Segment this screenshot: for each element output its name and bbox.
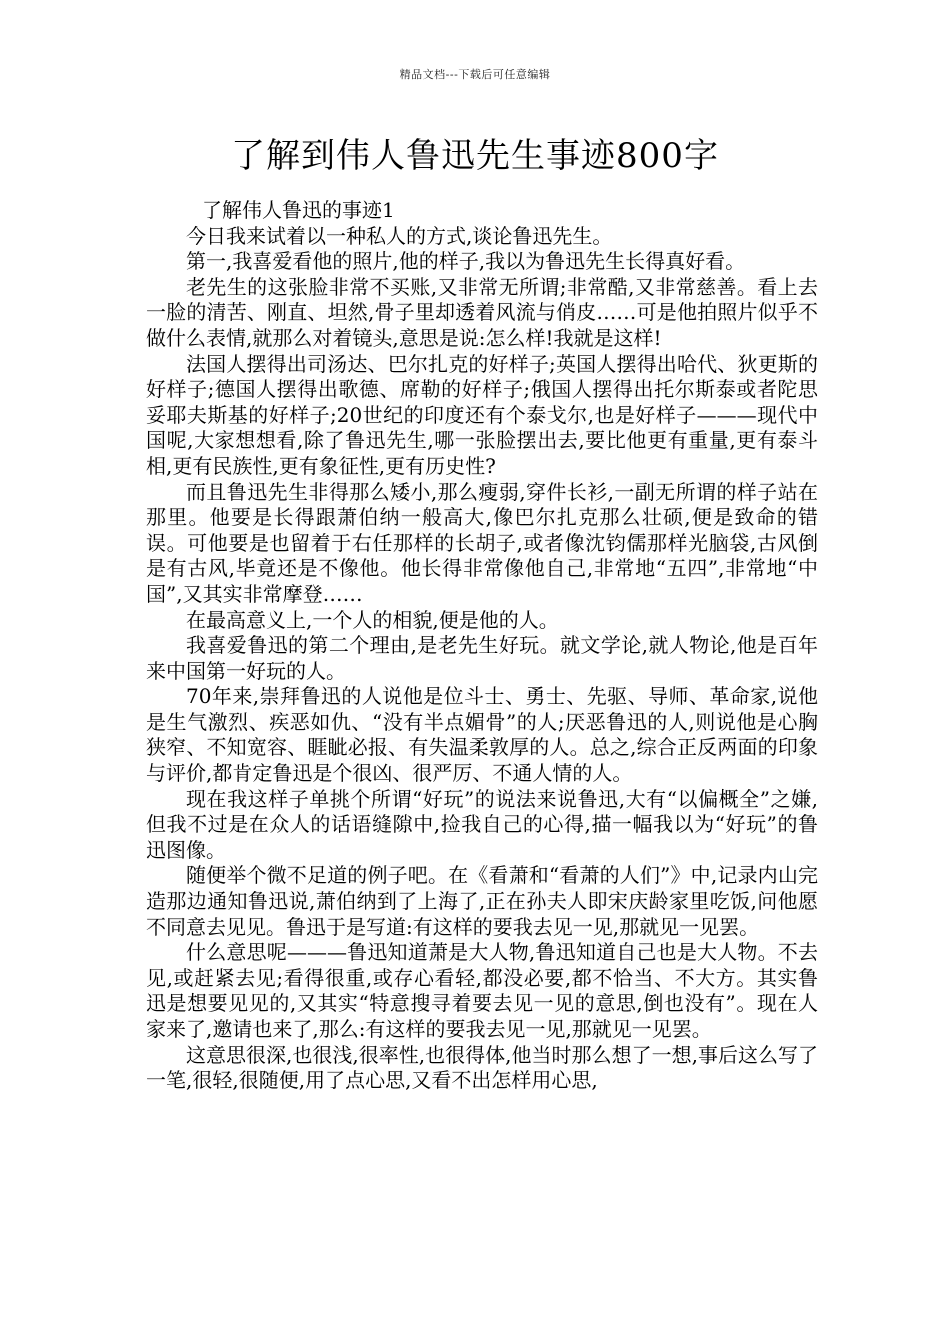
paragraph: 随便举个微不足道的例子吧。在《看萧和“看萧的人们”》中,记录内山完造那边通知鲁迅说,萧伯纳到了上海了,正在孙夫人即宋庆龄家里吃饭,问他愿不同意去见见。鲁迅于是写道:有这样的要我去见一见,那就见一见罢。 [146,863,818,939]
paragraph: 今日我来试着以一种私人的方式,谈论鲁迅先生。 [186,223,613,248]
paragraph: 这意思很深,也很浅,很率性,也很得体,他当时那么想了一想,事后这么写了一笔,很轻,很随便,用了点心思,又看不出怎样用心思, [146,1042,818,1093]
paragraph: 什么意思呢———鲁迅知道萧是大人物,鲁迅知道自己也是大人物。不去见,或赶紧去见;看得很重,或存心看轻,都没必要,都不恰当、不大方。其实鲁迅是想要见见的,又其实“特意搜寻着要去见一见的意思,倒也没有”。现在人家来了,邀请也来了,那么:有这样的要我去见一见,那就见一见罢。 [146,940,818,1041]
document-body [146,198,818,1094]
paragraph: 现在我这样子单挑个所谓“好玩”的说法来说鲁迅,大有“以偏概全”之嫌,但我不过是在众人的话语缝隙中,捡我自己的心得,描一幅我以为“好玩”的鲁迅图像。 [146,786,818,862]
paragraph: 我喜爱鲁迅的第二个理由,是老先生好玩。就文学论,就人物论,他是百年来中国第一好玩的人。 [146,633,818,683]
paragraph: 法国人摆得出司汤达、巴尔扎克的好样子;英国人摆得出哈代、狄更斯的好样子;德国人摆得出歌德、席勒的好样子;俄国人摆得出托尔斯泰或者陀思妥耶夫斯基的好样子;20世纪的印度还有个泰戈尔,也是好样子———现代中国呢,大家想想看,除了鲁迅先生,哪一张脸摆出去,要比他更有重量,更有泰斗相,更有民族性,更有象征性,更有历史性? [146,351,818,478]
paragraph: 老先生的这张脸非常不买账,又非常无所谓;非常酷,又非常慈善。看上去一脸的清苦、刚直、坦然,骨子里却透着风流与俏皮……可是他拍照片似乎不做什么表情,就那么对着镜头,意思是说:怎么样!我就是这样! [146,274,818,350]
document-title: 了解到伟人鲁迅先生事迹800字 [231,136,719,176]
paragraph: 而且鲁迅先生非得那么矮小,那么瘦弱,穿件长衫,一副无所谓的样子站在那里。他要是长得跟萧伯纳一般高大,像巴尔扎克那么壮硕,便是致命的错误。可他要是也留着于右任那样的长胡子,或者像沈钧儒那样光脑袋,古风倒是有古风,毕竟还是不像他。他长得非常像他自己,非常地“五四”,非常地“中国”,又其实非常摩登…… [146,479,818,606]
section-subtitle: 了解伟人鲁迅的事迹1 [202,198,395,222]
paragraph: 在最高意义上,一个人的相貌,便是他的人。 [186,607,559,632]
paragraph: 70年来,崇拜鲁迅的人说他是位斗士、勇士、先驱、导师、革命家,说他是生气激烈、疾恶如仇、“没有半点媚骨”的人;厌恶鲁迅的人,则说他是心胸狭窄、不知宽容、睚眦必报、有失温柔敦厚的人。总之,综合正反两面的印象与评价,都肯定鲁迅是个很凶、很严厉、不通人情的人。 [146,684,818,786]
paragraph: 第一,我喜爱看他的照片,他的样子,我以为鲁迅先生长得真好看。 [186,249,746,274]
header-note: 精品文档---下载后可任意编辑 [399,68,551,81]
